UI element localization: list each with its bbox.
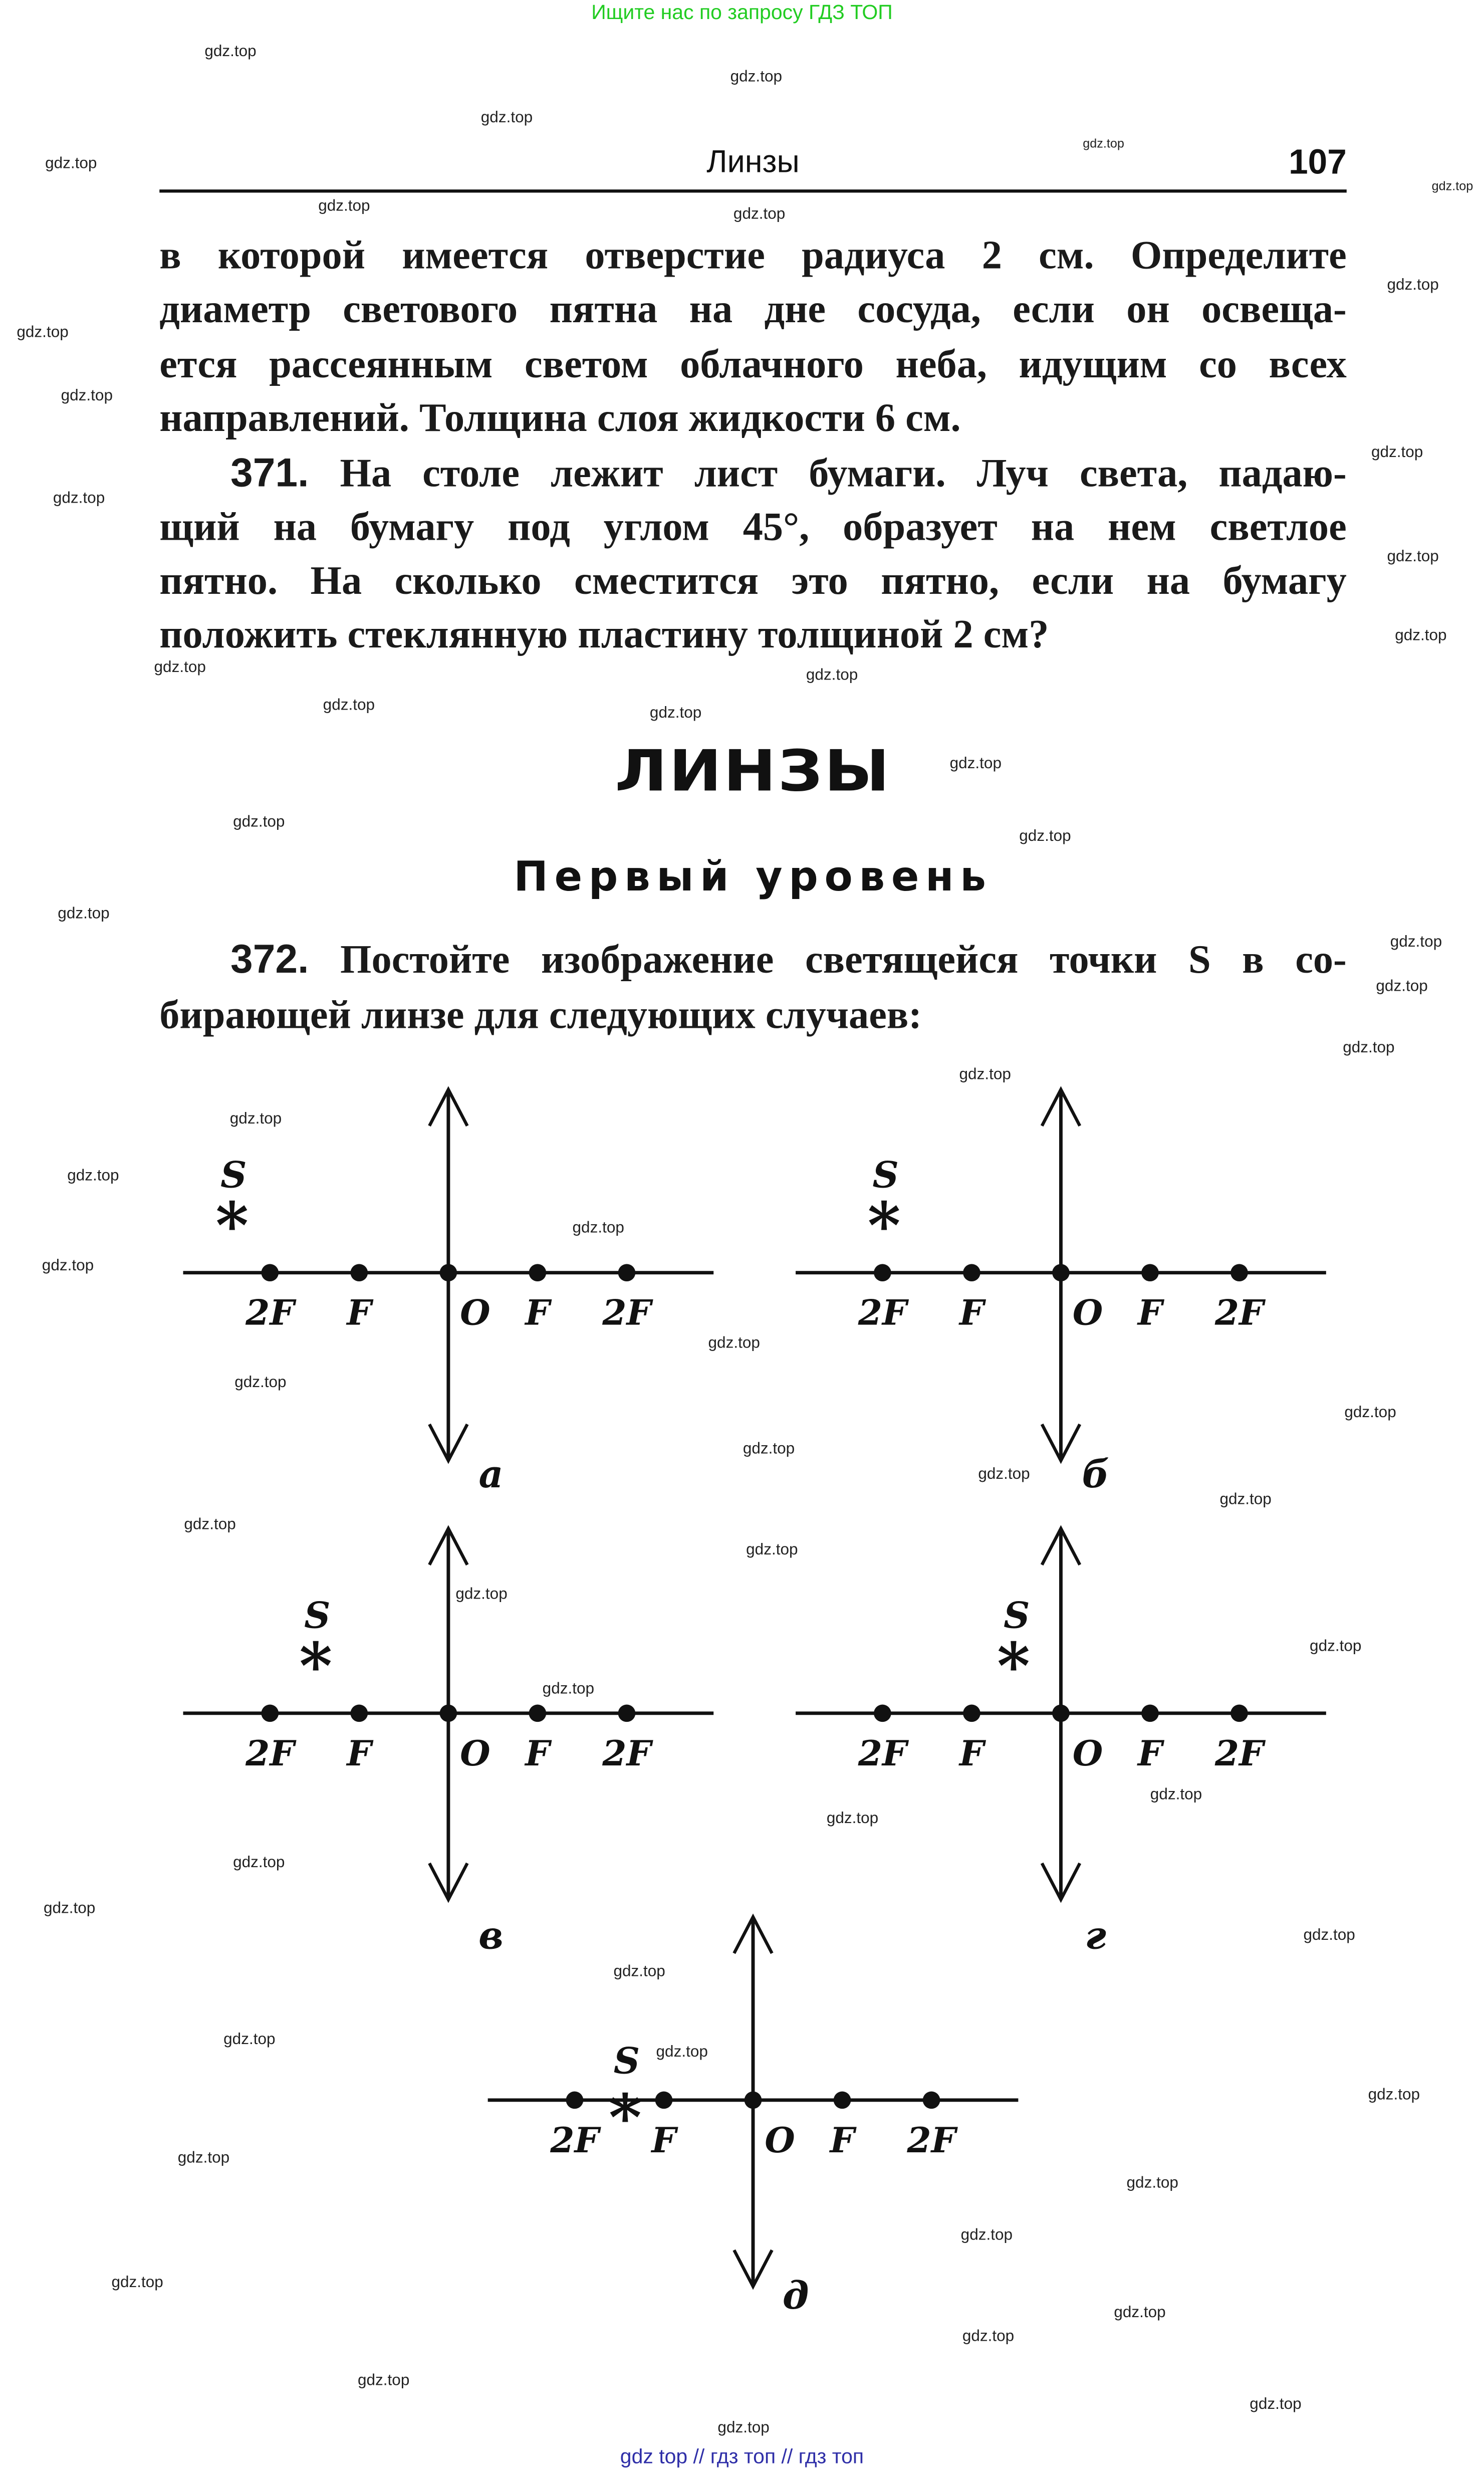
watermark-text: gdz.top: [42, 1257, 94, 1275]
source-label: S: [304, 1594, 331, 1637]
watermark-text: gdz.top: [960, 2227, 1013, 2245]
watermark-text: gdz.top: [67, 1168, 119, 1185]
watermark-text: gdz.top: [730, 69, 783, 86]
point-label: F: [830, 2120, 855, 2161]
diagram-case-label: б: [1082, 1452, 1110, 1497]
running-header-title: Линзы: [706, 145, 800, 180]
focal-point: [529, 1705, 547, 1722]
watermark-text: gdz.top: [1368, 2087, 1420, 2104]
light-source-star-icon: *: [997, 1629, 1030, 1703]
watermark-text: gdz.top: [1126, 2175, 1178, 2193]
watermark-text: gdz.top: [949, 755, 1002, 773]
focal-point: [351, 1705, 368, 1722]
page-number: 107: [1289, 142, 1347, 182]
point-label: F: [959, 1292, 984, 1333]
watermark-text: gdz.top: [223, 2031, 276, 2049]
watermark-text: gdz.top: [733, 206, 786, 223]
search-banner-link[interactable]: Ищите нас по запросу ГДЗ ТОП: [591, 0, 893, 24]
focal-point: [351, 1264, 368, 1281]
focal-point: [440, 1705, 457, 1722]
point-label: O: [460, 1292, 490, 1333]
watermark-text: gdz.top: [480, 109, 533, 127]
watermark-text: gdz.top: [323, 697, 375, 715]
point-label: 2F: [602, 1292, 651, 1333]
watermark-text: gdz.top: [1310, 1638, 1362, 1656]
text-line: ется рассеянным светом облачного неба, идущим со всех: [159, 341, 1347, 387]
watermark-text: gdz.top: [649, 705, 702, 723]
watermark-text: gdz.top: [1344, 1404, 1396, 1422]
point-label: 2F: [550, 2120, 599, 2161]
watermark-text: gdz.top: [1303, 1927, 1355, 1945]
diagram-case-label: а: [478, 1452, 504, 1497]
watermark-text: gdz.top: [1250, 2396, 1302, 2414]
watermark-text: gdz.top: [53, 490, 105, 508]
watermark-text: gdz.top: [45, 155, 97, 173]
watermark-text: gdz.top: [1431, 179, 1473, 193]
watermark-text: gdz.top: [234, 1374, 287, 1392]
watermark-text: gdz.top: [656, 2044, 708, 2062]
focal-point: [261, 1264, 279, 1281]
point-label: O: [765, 2120, 795, 2161]
point-label: 2F: [858, 1733, 907, 1774]
watermark-text: gdz.top: [233, 814, 285, 832]
point-label: O: [1072, 1292, 1103, 1333]
point-label: F: [651, 2120, 676, 2161]
focal-point: [963, 1264, 980, 1281]
watermark-text: gdz.top: [1114, 2304, 1166, 2322]
watermark-text: gdz.top: [959, 1066, 1011, 1084]
section-title: ЛИНЗЫ: [615, 739, 891, 805]
watermark-text: gdz.top: [962, 2328, 1015, 2346]
text-line: в которой имеется отверстие радиуса 2 см. Определите: [159, 232, 1347, 278]
watermark-text: gdz.top: [154, 659, 206, 677]
watermark-text: gdz.top: [1371, 444, 1423, 462]
watermark-text: gdz.top: [542, 1681, 595, 1698]
watermark-text: gdz.top: [318, 198, 370, 216]
watermark-text: gdz.top: [806, 667, 858, 685]
diagram-case-label: в: [478, 1913, 504, 1958]
light-source-star-icon: *: [867, 1188, 901, 1263]
watermark-text: gdz.top: [746, 1541, 798, 1559]
text-span: Постойте изображение светящейся точки S в со-: [340, 936, 1347, 982]
text-line: положить стеклянную пластину толщиной 2 см?: [159, 611, 1049, 657]
watermark-text: gdz.top: [1390, 934, 1442, 952]
focal-point: [261, 1705, 279, 1722]
focal-point: [874, 1264, 891, 1281]
point-label: F: [959, 1733, 984, 1774]
point-label: F: [347, 1292, 372, 1333]
watermark-text: gdz.top: [177, 2150, 230, 2167]
text-line: щий на бумагу под углом 45°, образует на нем светлое: [159, 504, 1347, 550]
text-line: направлений. Толщина слоя жидкости 6 см.: [159, 394, 961, 441]
text-span: На столе лежит лист бумаги. Луч света, падаю-: [340, 450, 1347, 496]
point-label: 2F: [907, 2120, 956, 2161]
watermark-text: gdz.top: [111, 2275, 163, 2292]
point-label: O: [460, 1733, 490, 1774]
problem-number: 371.: [230, 452, 309, 496]
watermark-text: gdz.top: [717, 2419, 770, 2437]
level-title: Первый уровень: [514, 854, 993, 902]
source-label: S: [613, 2040, 640, 2083]
watermark-text: gdz.top: [204, 43, 257, 61]
watermark-text: gdz.top: [743, 1441, 795, 1458]
source-label: S: [872, 1154, 899, 1197]
point-label: 2F: [1214, 1292, 1264, 1333]
watermark-text: gdz.top: [1395, 627, 1447, 645]
light-source-star-icon: *: [608, 2080, 642, 2155]
focal-point: [440, 1264, 457, 1281]
source-label: S: [1004, 1594, 1030, 1637]
watermark-text: gdz.top: [229, 1110, 282, 1129]
watermark-text: gdz.top: [1387, 548, 1439, 566]
focal-point: [618, 1264, 636, 1281]
focal-point: [834, 2091, 851, 2109]
point-label: F: [525, 1733, 550, 1774]
focal-point: [1141, 1705, 1159, 1722]
watermark-text: gdz.top: [43, 1900, 96, 1918]
focal-point: [1230, 1705, 1248, 1722]
watermark-text: gdz.top: [17, 324, 69, 342]
diagram-case-label: д: [782, 2273, 809, 2318]
watermark-text: gdz.top: [1150, 1786, 1202, 1805]
focal-point: [655, 2091, 673, 2109]
watermark-text: gdz.top: [61, 387, 113, 405]
focal-point: [566, 2091, 584, 2109]
watermark-text: gdz.top: [58, 906, 110, 923]
watermark-text: gdz.top: [613, 1963, 665, 1981]
footer-links[interactable]: gdz top // гдз топ // гдз топ: [620, 2444, 864, 2468]
point-label: 2F: [245, 1292, 295, 1333]
focal-point: [1230, 1264, 1248, 1281]
watermark-text: gdz.top: [826, 1810, 879, 1828]
focal-point: [874, 1705, 891, 1722]
point-label: 2F: [1214, 1733, 1264, 1774]
watermark-text: gdz.top: [1387, 277, 1439, 295]
watermark-text: gdz.top: [233, 1854, 285, 1872]
focal-point: [963, 1705, 980, 1722]
watermark-text: gdz.top: [1343, 1039, 1395, 1057]
focal-point: [1052, 1264, 1070, 1281]
watermark-text: gdz.top: [1376, 978, 1428, 996]
point-label: 2F: [245, 1733, 295, 1774]
source-label: S: [220, 1154, 247, 1197]
text-line: пятно. На сколько сместится это пятно, если на бумагу: [159, 557, 1347, 603]
point-label: 2F: [602, 1733, 651, 1774]
focal-point: [618, 1705, 636, 1722]
point-label: F: [1137, 1292, 1163, 1333]
point-label: F: [1137, 1733, 1163, 1774]
focal-point: [529, 1264, 547, 1281]
problem-number: 372.: [230, 938, 309, 982]
watermark-text: gdz.top: [1083, 136, 1124, 151]
point-label: O: [1072, 1733, 1103, 1774]
text-line: диаметр светового пятна на дне сосуда, если он освеща-: [159, 286, 1347, 332]
watermark-text: gdz.top: [1019, 828, 1071, 846]
watermark-text: gdz.top: [455, 1586, 508, 1604]
diagram-case-label: г: [1085, 1913, 1107, 1958]
point-label: 2F: [858, 1292, 907, 1333]
focal-point: [745, 2091, 762, 2109]
focal-point: [1052, 1705, 1070, 1722]
watermark-text: gdz.top: [572, 1220, 624, 1237]
focal-point: [923, 2091, 940, 2109]
watermark-text: gdz.top: [184, 1516, 236, 1534]
watermark-text: gdz.top: [1219, 1491, 1272, 1509]
light-source-star-icon: *: [215, 1188, 249, 1263]
light-source-star-icon: *: [299, 1629, 333, 1703]
watermark-text: gdz.top: [978, 1466, 1030, 1484]
focal-point: [1141, 1264, 1159, 1281]
watermark-text: gdz.top: [708, 1335, 760, 1353]
point-label: F: [347, 1733, 372, 1774]
point-label: F: [525, 1292, 550, 1333]
text-line: бирающей линзе для следующих случаев:: [159, 991, 922, 1038]
watermark-text: gdz.top: [357, 2372, 410, 2390]
